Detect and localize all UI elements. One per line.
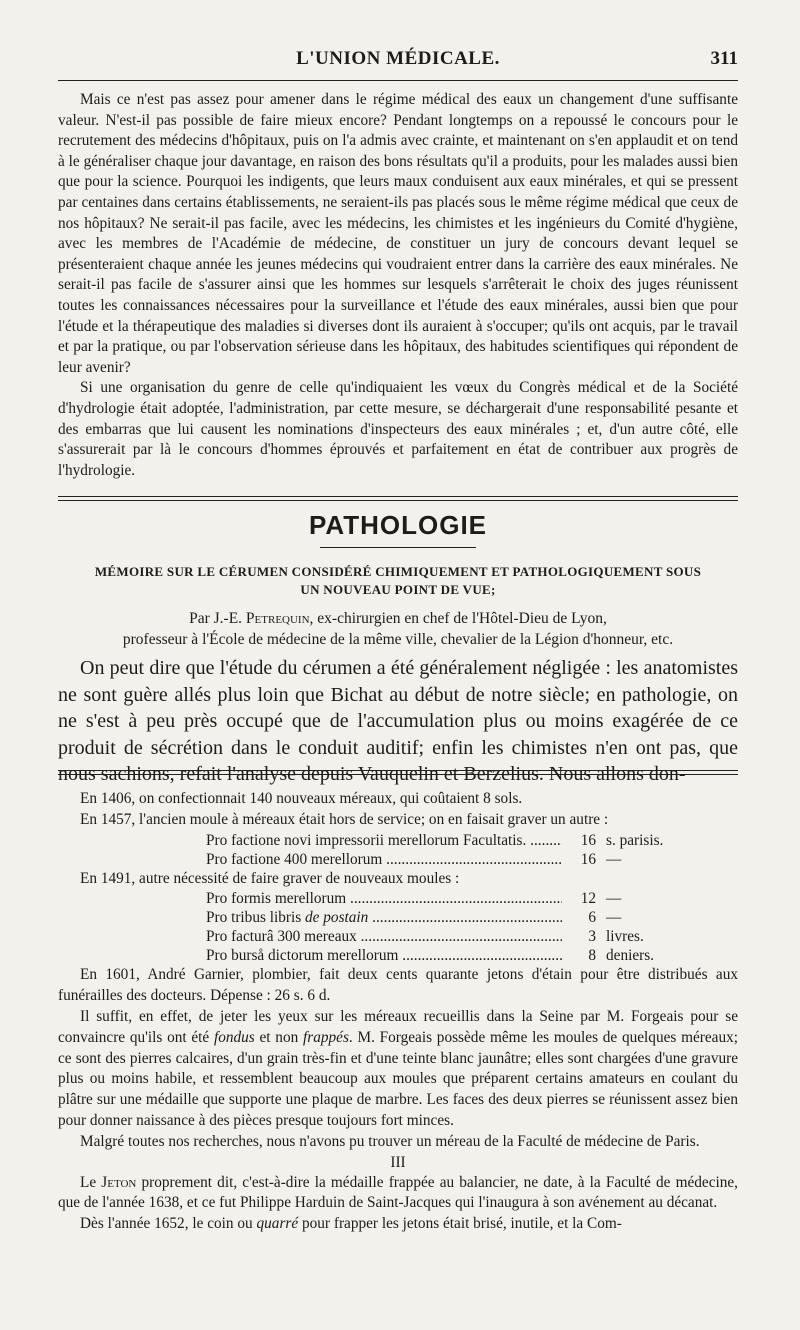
intro-text — [58, 90, 738, 481]
forgeais-text-3: . M. Forgeais possède même les moules de quelques méreaux; ce sont des pierres calcaires, d'un grain très-fin et d'une teinte blanc jaunâtre; elles sont chargées d'une gravure plus ou moins habile, et ressemblent beaucoup aux moules que préparent certains amateurs en coulant du plâtre sur une médaille que supporte une plaque de marbre. Les faces des deux pierres se réunissent assez bien pour donner naissance à des pièces presque toujours fort minces. — [58, 1028, 738, 1129]
footnote-rule — [58, 770, 738, 771]
ledger-entry — [58, 889, 738, 908]
section-heading: PATHOLOGIE — [308, 510, 488, 540]
ledger-entry — [58, 927, 738, 946]
forgeais-italic-fondus: fondus — [213, 1028, 255, 1046]
page-number: 311 — [710, 48, 738, 69]
memoir-title-line-1: MÉMOIRE SUR LE CÉRUMEN CONSIDÉRÉ CHIMIQUEMENT ET PATHOLOGIQUEMENT SOUS — [94, 564, 702, 579]
author-byline — [58, 608, 738, 650]
footnote-malgre: Malgré toutes nos recherches, nous n'avons pu trouver un méreau de la Faculté de médecine de Paris. — [80, 1132, 700, 1150]
footnote-1406: En 1406, on confectionnait 140 nouveaux méreaux, qui coûtaient 8 sols. — [80, 790, 523, 807]
ledger-entry — [58, 850, 738, 869]
entry-amount: 16 — [580, 831, 596, 849]
footnote-1491: En 1491, autre nécessité de faire graver de nouveaux moules : — [80, 869, 460, 887]
memoir-title — [58, 563, 738, 599]
entry-amount: 12 — [580, 890, 596, 908]
footnote-jeton — [58, 1173, 738, 1215]
entry-unit: livres. — [606, 928, 644, 946]
forgeais-text-2: et non — [254, 1028, 303, 1046]
footnote-text — [58, 789, 738, 1235]
footnote-rule-2 — [58, 774, 738, 775]
forgeais-italic-frappes: frappés — [303, 1028, 349, 1046]
entry-label: Pro facturâ 300 mereaux ..... — [206, 927, 562, 946]
entry-label — [206, 908, 562, 927]
jeton-smallcaps: Jeton — [101, 1173, 137, 1191]
forgeais-text-1: Il suffit, en effet, de jeter les yeux sur les méreaux recueillis dans la Seine par M. Forgeais pour se convaincre qu'ils ont été — [58, 1007, 738, 1046]
lead-paragraph: On peut dire que l'étude du cérumen a été généralement négligée : les anatomistes ne sont guère allés plus loin que Bichat au début de notre siècle; en pathologie, on ne s'est à peu près occupé que de l'accumulation plus ou moins exagérée de ce produit de sécrétion dans le conduit auditif; enfin les chimistes n'en ont pas, que nous sachions, refait l'analyse depuis Vauquelin et Berzelius. Nous allons don- — [58, 657, 738, 785]
byline-affiliation: , ex-chirurgien en chef de l'Hôtel-Dieu de Lyon, — [309, 610, 607, 627]
entry-label-prefix: Pro tribus libris — [206, 909, 306, 927]
section-rule-top — [58, 496, 738, 497]
entry-unit: — — [606, 850, 622, 868]
entry-amount: 16 — [580, 850, 596, 868]
jeton-text-2: proprement dit, c'est-à-dire la médaille frappée au balancier, ne date, à la Faculté de médecine, que de l'année 1638, et ce fut Philippe Harduin de Saint-Jacques qui l'inaugura à son avénement au décanat. — [58, 1173, 738, 1212]
footnote-1652 — [58, 1214, 738, 1235]
entry-unit: — — [606, 890, 622, 908]
author-name: J.-E. Petrequin — [213, 610, 310, 627]
ledger-entry — [58, 908, 738, 927]
lead-text — [58, 655, 738, 788]
running-title: L'UNION MÉDICALE. — [296, 48, 500, 69]
byline-line-1 — [58, 608, 738, 629]
entry-unit: s. parisis. — [606, 831, 664, 849]
page-header — [58, 44, 738, 74]
intro-paragraph-2: Si une organisation du genre de celle qu'indiquaient les vœux du Congrès médical et de la Société d'hydrologie était adoptée, l'administration, par cette mesure, se déchargerait d'une responsabilité pesante et des embarras que lui causent les nominations d'inspecteurs des eaux minérales ; et, d'un autre côté, elle s'assurerait par là le concours d'hommes éprouvés et parfaitement en état de contribuer aux progrès de l'hydrologie. — [58, 379, 738, 479]
header-rule — [58, 80, 738, 81]
section-rule-top-2 — [58, 500, 738, 501]
text-1652-italic: quarré — [256, 1215, 299, 1233]
entry-label: Pro factione novi impressorii merellorum Facultatis. ..... — [206, 831, 562, 850]
text-1652-2: pour frapper les jetons était brisé, inutile, et la Com- — [298, 1215, 622, 1233]
entry-amount: 8 — [588, 947, 596, 965]
entry-unit: deniers. — [606, 947, 654, 965]
footnote-forgeais — [58, 1007, 738, 1132]
memoir-title-line-2: UN NOUVEAU POINT DE VUE; — [300, 582, 496, 597]
entry-amount: 6 — [588, 909, 596, 927]
footnote-1457: En 1457, l'ancien moule à méreaux était hors de service; on en faisait graver un autre : — [80, 810, 609, 828]
text-1652-1: Dès l'année 1652, le coin ou — [80, 1215, 257, 1233]
footnote-1601: En 1601, André Garnier, plombier, fait deux cents quarante jetons d'étain pour être distribués aux funérailles des docteurs. Dépense : 26 s. 6 d. — [58, 966, 738, 1005]
heading-underline — [320, 547, 476, 548]
entry-label: Pro factione 400 merellorum ..... — [206, 850, 562, 869]
entry-label: Pro burså dictorum merellorum ..... — [206, 946, 562, 965]
ledger-entry — [58, 946, 738, 965]
entry-unit: — — [606, 909, 622, 927]
byline-par: Par — [189, 610, 210, 627]
entry-label-italic: de postain — [305, 909, 369, 927]
entry-amount: 3 — [588, 928, 596, 946]
jeton-text-1: Le — [80, 1173, 102, 1191]
entry-label: Pro formis merellorum ..... — [206, 889, 562, 908]
byline-line-2: professeur à l'École de médecine de la même ville, chevalier de la Légion d'honneur, etc. — [122, 631, 674, 648]
section-numeral: III — [390, 1153, 406, 1171]
intro-paragraph-1: Mais ce n'est pas assez pour amener dans le régime médical des eaux un changement d'une suffisante valeur. N'est-il pas possible de faire mieux encore? Pendant longtemps on a repoussé le concours pour le recrutement des médecins d'hôpitaux, puis on l'a admis avec crainte, et maintenant on s'en applaudit et on tend à le généraliser chaque jour davantage, en raison des bons résultats qu'il a produits, pour les malades aussi bien que pour la science. Pourquoi les indigents, que leurs maux conduisent aux eaux minérales, et qui se pressent par centaines dans certains établissements, ne seraient-ils pas placés sous le même régime médical que ceux de nos hôpitaux? Ne serait-il pas facile, avec les médecins, les chimistes et les ingénieurs du Comité d'hygiène, avec les membres de l'Académie de médecine, de constituer un jury de concours devant lequel se présenteraient chaque année les jeunes médecins qui voudraient entrer dans la carrière des eaux minérales. Ne serait-il pas facile de s'assurer ainsi que les hommes sur lesquels s'arrêterait le choix des juges réunissent toutes les connaissances nécessaires pour la surveillance et l'étude des eaux minérales, aussi bien que pour l'étude et la thérapeutique des maladies si diverses dont ils auraient à s'occuper; qu'ils ont acquis, par le travail et par la pratique, ou par l'observation sérieuse dans les hôpitaux, des habitudes scientifiques qui répondent de leur avenir? — [58, 91, 738, 376]
ledger-entry — [58, 831, 738, 850]
